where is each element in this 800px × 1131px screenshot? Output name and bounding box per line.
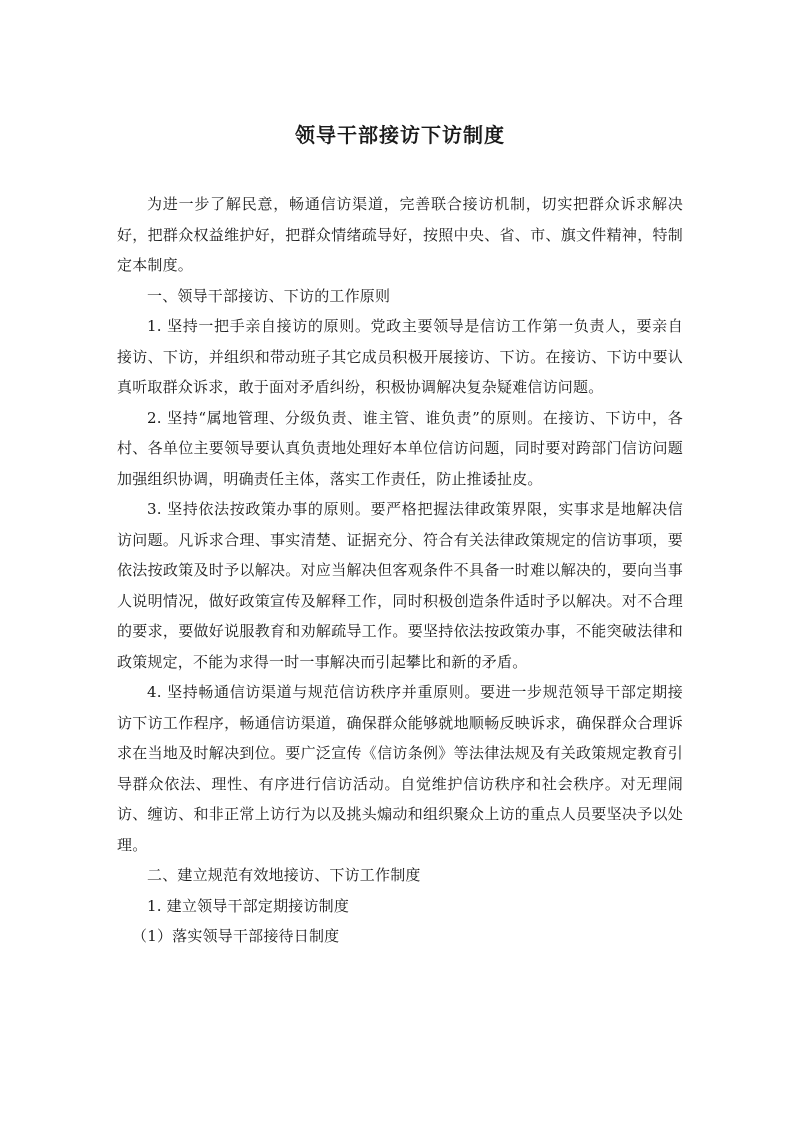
section-heading-1: 一、领导干部接访、下访的工作原则 bbox=[147, 286, 391, 305]
section-heading-2: 二、建立规范有效地接访、下访工作制度 bbox=[147, 866, 421, 884]
principle-2-paragraph: 2. 坚持“属地管理、分级负责、谁主管、谁负责”的原则。在接访、下访中，各村、各单位主要领导要认真负责地处理好本单位信访问题，同时要对跨部门信访问题加强组织协调，明确责任主体，落实工作责任，防止推诿扯皮。 bbox=[117, 408, 683, 488]
principle-4-paragraph: 4. 坚持畅通信访渠道与规范信访秩序并重原则。要进一步规范领导干部定期接访下访工作程序，畅通信访渠道，确保群众能够就地顺畅反映诉求，确保群众合理诉求在当地及时解决到位。要广泛宣传《信访条例》等法律法规及有关政策规定教育引导群众依法、理性、有序进行信访活动。自觉维护信访秩序和社会秩序。对无理闹访、缠访、和非正常上访行为以及挑头煽动和组织聚众上访的重点人员要坚决予以处理。 bbox=[117, 683, 683, 854]
sub-item-heading-1: （1）落实领导干部接待日制度 bbox=[132, 927, 340, 945]
document-title: 领导干部接访下访制度 bbox=[295, 123, 505, 147]
subsection-heading-1: 1. 建立领导干部定期接访制度 bbox=[147, 896, 350, 915]
document-body bbox=[117, 189, 683, 952]
principle-3-paragraph: 3. 坚持依法按政策办事的原则。要严格把握法律政策界限，实事求是地解决信访问题。凡诉求合理、事实清楚、证据充分、符合有关法律政策规定的信访事项，要依法按政策及时予以解决。对应当解决但客观条件不具备一时难以解决的，要向当事人说明情况，做好政策宣传及解释工作，同时积极创造条件适时予以解决。对不合理的要求，要做好说服教育和劝解疏导工作。要坚持依法按政策办事，不能突破法律和政策规定，不能为求得一时一事解决而引起攀比和新的矛盾。 bbox=[117, 500, 683, 671]
principle-1-paragraph: 1. 坚持一把手亲自接访的原则。党政主要领导是信访工作第一负责人，要亲自接访、下访，并组织和带动班子其它成员积极开展接访、下访。在接访、下访中要认真听取群众诉求，敢于面对矛盾纠纷，积极协调解决复杂疑难信访问题。 bbox=[117, 317, 683, 396]
intro-paragraph: 为进一步了解民意，畅通信访渠道，完善联合接访机制，切实把群众诉求解决好，把群众权益维护好，把群众情绪疏导好，按照中央、省、市、旗文件精神，特制定本制度。 bbox=[117, 195, 683, 274]
